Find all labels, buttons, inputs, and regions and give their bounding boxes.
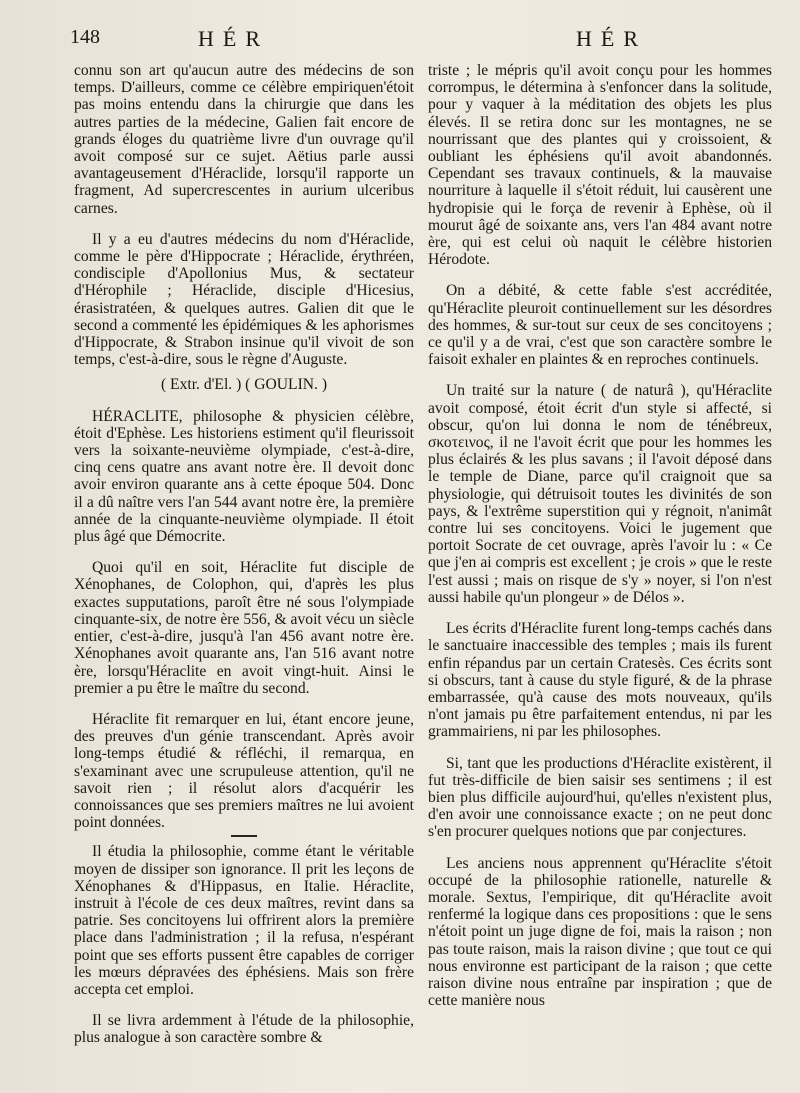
paragraph-solitude: triste ; le mépris qu'il avoit conçu pour les hommes corrompus, le détermina à s'enfoncer dans la solitude, pour y vaquer à la méditation des objets les plus élevés. Il se retira donc sur les montagnes, ne se nourrissant que des plantes qui y croissoient, & oubliant les éphésiens qu'il avoit abandonnés. Cependant ses travaux continuels, & la mauvaise nourriture à laquelle il s'étoit réduit, lui causèrent une hydropisie qui le força de revenir à Ephèse, où il mourut âgé de soixante ans, vers l'an 484 avant notre ère, qui est celui où naquit le célèbre historien Hérodote. — [428, 62, 772, 269]
running-head-right: HÉR — [576, 26, 647, 51]
entry-heraclite-intro: HÉRACLITE, philosophe & physicien célèbre, étoit d'Ephèse. Les historiens estiment qu'il fleurissoit vers la soixante-neuvième olympiade, c'est-à-dire, cinq cens quatre ans avant notre ère. Il devoit donc avoir environ quarante ans à cette époque 504. Donc il a dû naître vers l'an 544 avant notre ère, la première année de la cinquante-neuvième olympiade. Il étoit plus âgé que Démocrite. — [74, 407, 414, 546]
paragraph-ancients-logic: Les anciens nous apprennent qu'Héraclite s'étoit occupé de la philosophie rationelle, naturelle & morale. Sextus, l'empirique, dit qu'Héraclite avoit renfermé la logique dans ces propositions : que le sens n'étoit point un juge digne de foi, mais la raison ; non pas toute raison, mais la raison divine ; que tout ce qui nous environne est participant de la raison ; que cette raison divine nous entraîne par inspiration ; que de cette manière nous — [428, 854, 772, 1010]
page-number: 148 — [70, 26, 100, 48]
paragraph-other-heraclides: Il y a eu d'autres médecins du nom d'Héraclide, comme le père d'Hippocrate ; Héraclide, érythréen, condisciple d'Apollonius Mus, & sectateur d'Hérophile ; Héraclide, disciple d'Hicesius, érasistratéen, & quelques autres. Galien dit que le second a commenté les épidémiques & les aphorismes d'Hippocrate, & Strabon insinue qu'il vivoit de son temps, c'est-à-dire, sous le règne d'Auguste. — [74, 230, 414, 369]
article-signature: ( Extr. d'El. ) ( GOULIN. ) — [160, 376, 328, 394]
paragraph-weeping-fable: On a débité, & cette fable s'est accréditée, qu'Héraclite pleuroit continuellement sur les désordres des hommes, & sur-tout sur ceux de ses concitoyens ; ce qu'il y a de vrai, c'est que son caractère sombre le faisoit exhaler en plaintes & en reproches continuels. — [428, 282, 772, 369]
running-head-left: HÉR — [198, 26, 269, 51]
left-column — [74, 62, 414, 1047]
paragraph-heraclide-continued: connu son art qu'aucun autre des médecins de son temps. D'ailleurs, comme ce célèbre empiriquen'étoit pas moins entendu dans la chirurgie que dans les autres parties de la médecine, Galien fait encore de grands éloges du quatrième livre d'un ouvrage qu'il avoit composé sur ce sujet. Aëtius parle aussi avantageusement d'Héraclide, lorsqu'il rapporte un fragment, Ad supercrescentes in aurium ulceribus carnes. — [74, 62, 414, 217]
section-rule — [231, 835, 257, 837]
page-header — [0, 26, 800, 60]
paragraph-lost-productions: Si, tant que les productions d'Héraclite existèrent, il fut très-difficile de bien saisir ses sentimens ; il est bien plus difficile aujourd'hui, qu'elles n'existent plus, d'en avoir une connoissance exacte ; on ne peut donc s'en procurer quelques notions que par conjectures. — [428, 754, 772, 841]
right-column — [428, 62, 772, 1009]
paragraph-ardent-study: Il se livra ardemment à l'étude de la philosophie, plus analogue à son caractère sombre & — [74, 1012, 414, 1047]
paragraph-treatise-nature: Un traité sur la nature ( de naturâ ), qu'Héraclite avoit composé, étoit écrit d'un style si affecté, si obscur, qu'on lui donna le nom de ténébreux, σκοτεινος, il ne l'avoit écrit que pour les hommes les plus éclairés & les plus savans ; il l'avoit déposé dans le temple de Diane, parce qu'il craignoit que sa physiologie, qui détruisoit toutes les divinités de son pays, & l'extrême superstition qui y régnoit, n'animât contre lui ses concitoyens. Voici le jugement que portoit Socrate de cet ouvrage, après l'avoir lu : « Ce que j'en ai compris est excellent ; je crois » que le reste l'est aussi ; mais on risque de s'y » noyer, si l'on n'est aussi habile qu'un plongeur » de Délos ». — [428, 382, 772, 606]
paragraph-xenophanes: Quoi qu'il en soit, Héraclite fut disciple de Xénophanes, de Colophon, qui, d'après les plus exactes supputations, paroît être né sous l'olympiade cinquante-six, de notre ère 556, & avoit vécu un siècle entier, c'est-à-dire, jusqu'à l'an 456 avant notre ère. Xénophanes avoit quarante ans, l'an 516 avant notre ère, lorsqu'Héraclite en avoit vingt-huit. Ainsi le premier a pu être le maître du second. — [74, 559, 414, 697]
paragraph-youth: Héraclite fit remarquer en lui, étant encore jeune, des preuves d'un génie transcendant. Après avoir long-temps étudié & réfléchi, il remarqua, en s'examinant avec une scrupuleuse attention, qu'il ne savoit rien ; il résolut alors d'acquérir les connoissances que ses premiers maîtres ne lui avoient point données. — [74, 710, 414, 832]
paragraph-hidden-writings: Les écrits d'Héraclite furent long-temps cachés dans le sanctuaire inaccessible des temples ; mais ils furent enfin répandus par un certain Cratesès. Ces écrits sont si obscurs, tant à cause du style figuré, & de la phrase embarrassée, qu'à cause des mots nouveaux, qu'ils n'ont jamais pu être parfaitement entendus, ni par les grammairiens, ni par les philosophes. — [428, 620, 772, 741]
paragraph-philosophy-study: Il étudia la philosophie, comme étant le véritable moyen de dissiper son ignorance. Il prit les leçons de Xénophanes & d'Hippasus, en Italie. Héraclite, instruit à l'école de ces deux maîtres, revint dans sa patrie. Ses concitoyens lui offrirent alors la première place dans l'administration ; il la refusa, n'espérant point que ses efforts pussent être capables de corriger les mœurs dépravées des éphésiens. Mais son frère accepta cet emploi. — [74, 843, 414, 998]
